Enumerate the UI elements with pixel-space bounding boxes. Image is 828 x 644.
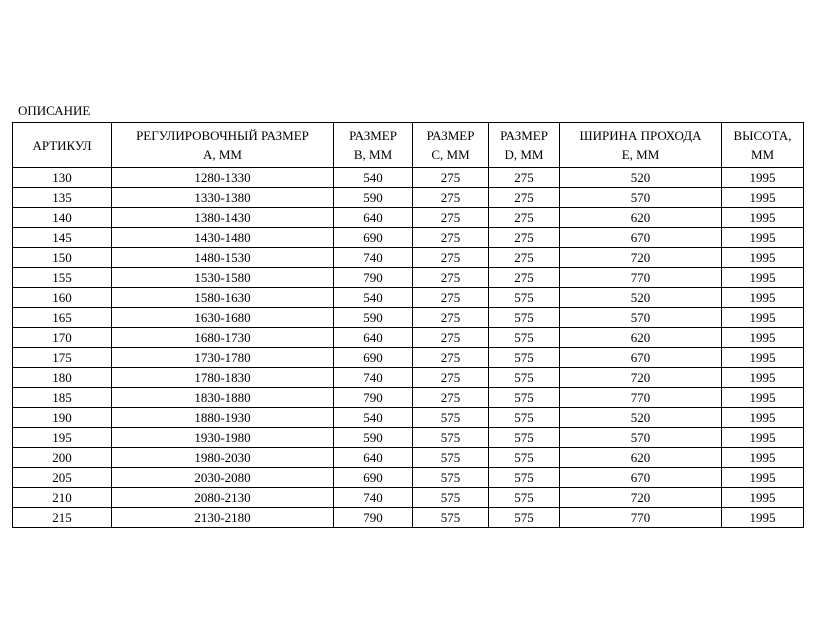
cell-adjust-size-a: 2080-2130 bbox=[112, 488, 334, 508]
cell-size-b: 690 bbox=[334, 228, 413, 248]
cell-height: 1995 bbox=[722, 368, 804, 388]
cell-adjust-size-a: 1580-1630 bbox=[112, 288, 334, 308]
cell-size-b: 640 bbox=[334, 328, 413, 348]
cell-passage-width-e: 570 bbox=[560, 188, 722, 208]
header-size-d-line2: D, ММ bbox=[504, 147, 544, 162]
cell-passage-width-e: 770 bbox=[560, 388, 722, 408]
header-size-c-line2: С, ММ bbox=[431, 147, 470, 162]
cell-passage-width-e: 520 bbox=[560, 288, 722, 308]
cell-passage-width-e: 520 bbox=[560, 408, 722, 428]
table-row bbox=[13, 168, 804, 188]
cell-size-b: 640 bbox=[334, 448, 413, 468]
cell-height: 1995 bbox=[722, 268, 804, 288]
cell-size-d: 575 bbox=[489, 408, 560, 428]
table-row bbox=[13, 408, 804, 428]
cell-height: 1995 bbox=[722, 328, 804, 348]
header-adjust-size-a-line1: РЕГУЛИРОВОЧНЫЙ РАЗМЕР bbox=[136, 128, 309, 143]
cell-size-d: 275 bbox=[489, 188, 560, 208]
cell-size-c: 275 bbox=[413, 328, 489, 348]
cell-article: 160 bbox=[13, 288, 112, 308]
cell-size-d: 575 bbox=[489, 448, 560, 468]
cell-size-d: 575 bbox=[489, 508, 560, 528]
cell-passage-width-e: 570 bbox=[560, 428, 722, 448]
cell-article: 195 bbox=[13, 428, 112, 448]
cell-article: 215 bbox=[13, 508, 112, 528]
cell-passage-width-e: 770 bbox=[560, 508, 722, 528]
cell-adjust-size-a: 1530-1580 bbox=[112, 268, 334, 288]
cell-size-b: 790 bbox=[334, 508, 413, 528]
cell-size-d: 575 bbox=[489, 348, 560, 368]
table-row bbox=[13, 368, 804, 388]
table-row bbox=[13, 328, 804, 348]
cell-height: 1995 bbox=[722, 388, 804, 408]
cell-article: 135 bbox=[13, 188, 112, 208]
table-row bbox=[13, 188, 804, 208]
table-caption: ОПИСАНИЕ bbox=[18, 103, 91, 118]
cell-size-c: 275 bbox=[413, 248, 489, 268]
table-row bbox=[13, 508, 804, 528]
cell-article: 205 bbox=[13, 468, 112, 488]
cell-height: 1995 bbox=[722, 168, 804, 188]
header-article-line1: АРТИКУЛ bbox=[32, 137, 92, 153]
table-row bbox=[13, 448, 804, 468]
cell-size-d: 575 bbox=[489, 468, 560, 488]
cell-passage-width-e: 620 bbox=[560, 448, 722, 468]
cell-size-d: 575 bbox=[489, 368, 560, 388]
header-adjust-size-a-line2: А, ММ bbox=[202, 147, 242, 162]
cell-adjust-size-a: 1880-1930 bbox=[112, 408, 334, 428]
cell-size-b: 790 bbox=[334, 388, 413, 408]
table-row bbox=[13, 288, 804, 308]
cell-size-b: 590 bbox=[334, 308, 413, 328]
cell-size-d: 275 bbox=[489, 208, 560, 228]
cell-passage-width-e: 720 bbox=[560, 368, 722, 388]
cell-height: 1995 bbox=[722, 448, 804, 468]
table-row bbox=[13, 228, 804, 248]
cell-adjust-size-a: 1430-1480 bbox=[112, 228, 334, 248]
cell-size-c: 575 bbox=[413, 508, 489, 528]
cell-size-d: 275 bbox=[489, 248, 560, 268]
cell-passage-width-e: 770 bbox=[560, 268, 722, 288]
cell-size-b: 690 bbox=[334, 348, 413, 368]
header-size-c bbox=[413, 123, 489, 168]
cell-height: 1995 bbox=[722, 208, 804, 228]
cell-article: 185 bbox=[13, 388, 112, 408]
cell-passage-width-e: 720 bbox=[560, 248, 722, 268]
table-row bbox=[13, 468, 804, 488]
cell-article: 190 bbox=[13, 408, 112, 428]
header-size-b-line1: РАЗМЕР bbox=[349, 128, 397, 143]
cell-size-b: 740 bbox=[334, 368, 413, 388]
table-header bbox=[13, 123, 804, 168]
cell-adjust-size-a: 1730-1780 bbox=[112, 348, 334, 368]
cell-size-d: 575 bbox=[489, 288, 560, 308]
header-passage-width-e bbox=[560, 123, 722, 168]
cell-adjust-size-a: 1830-1880 bbox=[112, 388, 334, 408]
cell-passage-width-e: 670 bbox=[560, 228, 722, 248]
cell-adjust-size-a: 1630-1680 bbox=[112, 308, 334, 328]
cell-article: 170 bbox=[13, 328, 112, 348]
cell-passage-width-e: 520 bbox=[560, 168, 722, 188]
cell-adjust-size-a: 1680-1730 bbox=[112, 328, 334, 348]
cell-size-c: 275 bbox=[413, 228, 489, 248]
header-size-d-line1: РАЗМЕР bbox=[500, 128, 548, 143]
header-passage-width-e-line1: ШИРИНА ПРОХОДА bbox=[579, 128, 702, 143]
cell-size-c: 275 bbox=[413, 168, 489, 188]
header-size-b-line2: В, ММ bbox=[353, 147, 393, 162]
cell-passage-width-e: 620 bbox=[560, 208, 722, 228]
cell-passage-width-e: 720 bbox=[560, 488, 722, 508]
header-size-b bbox=[334, 123, 413, 168]
cell-adjust-size-a: 1780-1830 bbox=[112, 368, 334, 388]
cell-size-b: 540 bbox=[334, 168, 413, 188]
cell-adjust-size-a: 1480-1530 bbox=[112, 248, 334, 268]
table-row bbox=[13, 208, 804, 228]
cell-article: 175 bbox=[13, 348, 112, 368]
cell-size-d: 575 bbox=[489, 428, 560, 448]
cell-height: 1995 bbox=[722, 228, 804, 248]
cell-size-b: 590 bbox=[334, 188, 413, 208]
cell-article: 200 bbox=[13, 448, 112, 468]
cell-passage-width-e: 620 bbox=[560, 328, 722, 348]
header-height bbox=[722, 123, 804, 168]
cell-size-c: 275 bbox=[413, 268, 489, 288]
header-height-line2: ММ bbox=[750, 147, 775, 162]
cell-height: 1995 bbox=[722, 348, 804, 368]
cell-size-b: 790 bbox=[334, 268, 413, 288]
table-row bbox=[13, 348, 804, 368]
cell-adjust-size-a: 1930-1980 bbox=[112, 428, 334, 448]
cell-article: 155 bbox=[13, 268, 112, 288]
cell-size-c: 275 bbox=[413, 348, 489, 368]
cell-height: 1995 bbox=[722, 488, 804, 508]
cell-size-c: 275 bbox=[413, 368, 489, 388]
cell-height: 1995 bbox=[722, 308, 804, 328]
cell-article: 180 bbox=[13, 368, 112, 388]
cell-size-d: 575 bbox=[489, 488, 560, 508]
cell-size-b: 540 bbox=[334, 408, 413, 428]
header-row bbox=[13, 123, 804, 168]
cell-size-b: 740 bbox=[334, 488, 413, 508]
cell-size-c: 275 bbox=[413, 188, 489, 208]
header-passage-width-e-line2: Е, ММ bbox=[621, 147, 660, 162]
cell-size-b: 590 bbox=[334, 428, 413, 448]
cell-size-c: 275 bbox=[413, 288, 489, 308]
cell-size-d: 275 bbox=[489, 168, 560, 188]
header-size-c-line1: РАЗМЕР bbox=[426, 128, 475, 143]
cell-passage-width-e: 670 bbox=[560, 468, 722, 488]
spec-table bbox=[12, 122, 804, 528]
cell-height: 1995 bbox=[722, 248, 804, 268]
cell-size-c: 275 bbox=[413, 208, 489, 228]
cell-size-c: 275 bbox=[413, 388, 489, 408]
cell-article: 150 bbox=[13, 248, 112, 268]
table-row bbox=[13, 428, 804, 448]
cell-size-d: 575 bbox=[489, 308, 560, 328]
cell-passage-width-e: 570 bbox=[560, 308, 722, 328]
cell-height: 1995 bbox=[722, 288, 804, 308]
cell-height: 1995 bbox=[722, 468, 804, 488]
cell-article: 130 bbox=[13, 168, 112, 188]
cell-article: 140 bbox=[13, 208, 112, 228]
table-row bbox=[13, 488, 804, 508]
cell-size-b: 640 bbox=[334, 208, 413, 228]
cell-article: 210 bbox=[13, 488, 112, 508]
header-height-line1: ВЫСОТА, bbox=[733, 128, 792, 143]
cell-adjust-size-a: 1380-1430 bbox=[112, 208, 334, 228]
cell-size-c: 575 bbox=[413, 468, 489, 488]
cell-height: 1995 bbox=[722, 408, 804, 428]
header-article bbox=[13, 123, 112, 168]
header-size-d bbox=[489, 123, 560, 168]
cell-size-c: 275 bbox=[413, 308, 489, 328]
cell-size-d: 275 bbox=[489, 228, 560, 248]
cell-size-c: 575 bbox=[413, 428, 489, 448]
cell-size-b: 540 bbox=[334, 288, 413, 308]
table-body bbox=[13, 168, 804, 528]
cell-adjust-size-a: 1280-1330 bbox=[112, 168, 334, 188]
cell-height: 1995 bbox=[722, 188, 804, 208]
cell-size-d: 575 bbox=[489, 328, 560, 348]
cell-height: 1995 bbox=[722, 508, 804, 528]
table-row bbox=[13, 248, 804, 268]
cell-article: 145 bbox=[13, 228, 112, 248]
cell-size-c: 575 bbox=[413, 488, 489, 508]
cell-size-d: 275 bbox=[489, 268, 560, 288]
cell-adjust-size-a: 1980-2030 bbox=[112, 448, 334, 468]
header-adjust-size-a bbox=[112, 123, 334, 168]
cell-size-d: 575 bbox=[489, 388, 560, 408]
cell-article: 165 bbox=[13, 308, 112, 328]
cell-adjust-size-a: 1330-1380 bbox=[112, 188, 334, 208]
cell-size-b: 690 bbox=[334, 468, 413, 488]
cell-size-c: 575 bbox=[413, 408, 489, 428]
cell-size-c: 575 bbox=[413, 448, 489, 468]
cell-passage-width-e: 670 bbox=[560, 348, 722, 368]
table-row bbox=[13, 388, 804, 408]
table-row bbox=[13, 268, 804, 288]
cell-adjust-size-a: 2130-2180 bbox=[112, 508, 334, 528]
table-row bbox=[13, 308, 804, 328]
cell-adjust-size-a: 2030-2080 bbox=[112, 468, 334, 488]
cell-size-b: 740 bbox=[334, 248, 413, 268]
cell-height: 1995 bbox=[722, 428, 804, 448]
